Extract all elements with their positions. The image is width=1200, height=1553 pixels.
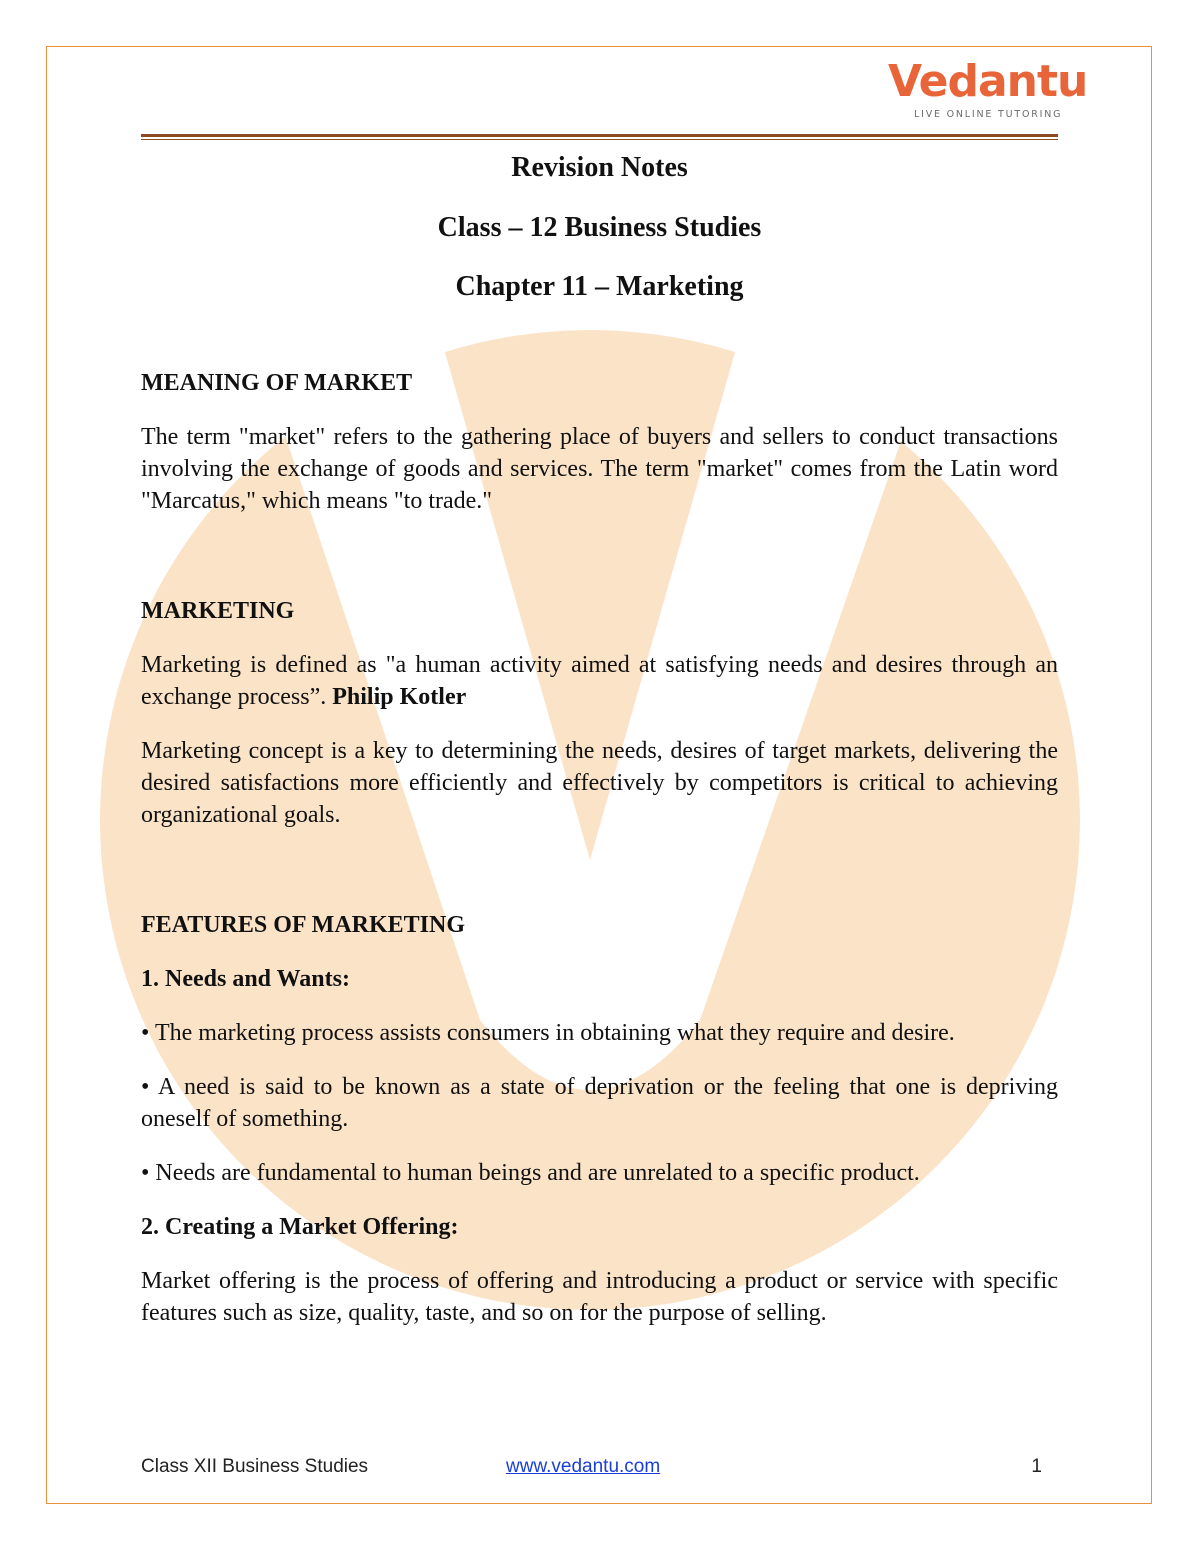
footer-website-link[interactable]: www.vedantu.com xyxy=(506,1456,661,1477)
market-offering-paragraph: Market offering is the process of offering and introducing a product or service with specific features such as size, quality, taste, and so on for the purpose of selling. xyxy=(141,1268,1058,1326)
marketing-concept-paragraph: Marketing concept is a key to determining the needs, desires of target markets, delivering the desired satisfactions more efficiently and effectively by competitors is critical to achieving organizational goals. xyxy=(141,738,1058,828)
vedantu-logo xyxy=(888,56,1088,126)
section-heading-features: FEATURES OF MARKETING xyxy=(141,912,466,938)
bullet-item: • A need is said to be known as a state of deprivation or the feeling that one is depriving oneself of something. xyxy=(141,1074,1058,1132)
subheading-needs-wants: 1. Needs and Wants: xyxy=(141,966,350,992)
header-rule xyxy=(141,134,1058,140)
bullet-item: • Needs are fundamental to human beings and are unrelated to a specific product. xyxy=(141,1160,920,1186)
page-number: 1 xyxy=(1031,1456,1042,1477)
market-paragraph: The term "market" refers to the gathering place of buyers and sellers to conduct transactions involving the exchange of goods and services. The term "market" comes from the Latin word "Marcatus," which means "to trade." xyxy=(141,424,1058,514)
section-heading-market: MEANING OF MARKET xyxy=(141,370,413,396)
page-footer xyxy=(141,1456,1058,1480)
definition-text: Marketing is defined as "a human activity aimed at satisfying needs and desires through an exchange process”. xyxy=(141,652,1058,710)
logo-wordmark: Vedantu xyxy=(888,56,1088,107)
chapter-title: Chapter 11 – Marketing xyxy=(455,271,744,302)
definition-author: Philip Kotler xyxy=(332,684,467,710)
section-heading-marketing: MARKETING xyxy=(141,598,295,624)
footer-course-label: Class XII Business Studies xyxy=(141,1456,369,1477)
logo-tagline: LIVE ONLINE TUTORING xyxy=(914,109,1063,120)
document-body xyxy=(141,150,1058,1329)
page-title: Revision Notes xyxy=(511,152,688,183)
class-subtitle: Class – 12 Business Studies xyxy=(437,212,762,243)
bullet-item: • The marketing process assists consumers in obtaining what they require and desire. xyxy=(141,1020,955,1046)
subheading-market-offering: 2. Creating a Market Offering: xyxy=(141,1214,459,1240)
marketing-definition xyxy=(141,649,1058,713)
